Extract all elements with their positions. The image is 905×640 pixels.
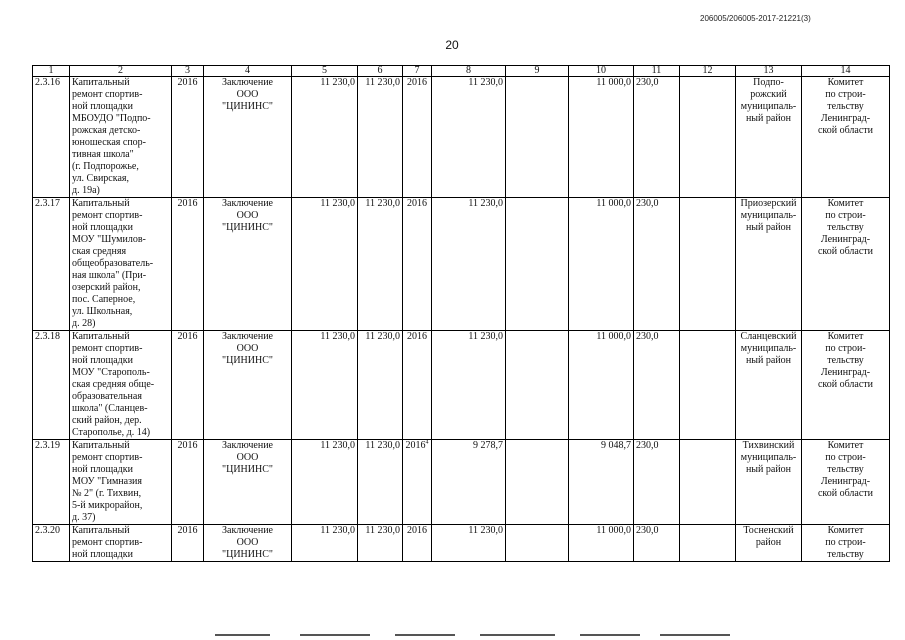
regional-budget: 11 000,0 <box>569 77 634 198</box>
regional-budget: 11 000,0 <box>569 198 634 331</box>
federal-budget <box>506 198 569 331</box>
municipality: Подпо- рожский муниципаль- ный район <box>736 77 802 198</box>
column-number: 14 <box>802 66 890 77</box>
scan-mark <box>300 634 370 636</box>
object-name: Капитальный ремонт спортив- ной площадки <box>70 525 172 562</box>
scan-mark <box>215 634 270 636</box>
expert-conclusion: Заключение ООО "ЦИНИНС" <box>204 198 292 331</box>
municipality: Сланцевский муниципаль- ный район <box>736 331 802 440</box>
column-number: 3 <box>172 66 204 77</box>
funding-year: 2016 <box>403 198 432 331</box>
expert-conclusion: Заключение ООО "ЦИНИНС" <box>204 440 292 525</box>
responsible-body: Комитет по строи- тельству Ленинград- ской области <box>802 331 890 440</box>
scan-mark <box>480 634 555 636</box>
table-row <box>33 525 890 562</box>
regional-budget: 11 000,0 <box>569 525 634 562</box>
column-number-row <box>33 66 890 77</box>
column-number: 10 <box>569 66 634 77</box>
remaining-cost: 11 230,0 <box>358 198 403 331</box>
local-budget: 230,0 <box>634 331 680 440</box>
funding-year: 2016$^4$ <box>403 440 432 525</box>
funding-year: 2016 <box>403 77 432 198</box>
column-number: 9 <box>506 66 569 77</box>
column-number: 5 <box>292 66 358 77</box>
funding-year: 2016 <box>403 525 432 562</box>
table-row <box>33 440 890 525</box>
design-year: 2016 <box>172 331 204 440</box>
row-number: 2.3.17 <box>33 198 70 331</box>
object-name: Капитальный ремонт спортив- ной площадки МОУ "Шумилов- ская средняя общеобразователь- ная школа" (При- озерский район, пос. Саперное, ул. Школьная, д. 28) <box>70 198 172 331</box>
local-budget: 230,0 <box>634 440 680 525</box>
column-number: 7 <box>403 66 432 77</box>
estimated-cost: 11 230,0 <box>292 77 358 198</box>
responsible-body: Комитет по строи- тельству Ленинград- ской области <box>802 440 890 525</box>
table-row <box>33 77 890 198</box>
object-name: Капитальный ремонт спортив- ной площадки МОУ "Гимназия № 2" (г. Тихвин, 5-й микрорайон, д. 37) <box>70 440 172 525</box>
municipality: Тосненский район <box>736 525 802 562</box>
remaining-cost: 11 230,0 <box>358 331 403 440</box>
table-row <box>33 331 890 440</box>
estimated-cost: 11 230,0 <box>292 440 358 525</box>
program-table <box>32 65 890 562</box>
funding-total: 11 230,0 <box>432 198 506 331</box>
design-year: 2016 <box>172 198 204 331</box>
object-name: Капитальный ремонт спортив- ной площадки МБОУДО "Подпо- рожская детско- юношеская спор- тивная школа" (г. Подпорожье, ул. Свирская, д. 19а) <box>70 77 172 198</box>
remaining-cost: 11 230,0 <box>358 77 403 198</box>
other-sources <box>680 77 736 198</box>
funding-total: 11 230,0 <box>432 331 506 440</box>
row-number: 2.3.16 <box>33 77 70 198</box>
responsible-body: Комитет по строи- тельству Ленинград- ской области <box>802 198 890 331</box>
funding-total: 11 230,0 <box>432 77 506 198</box>
column-number: 13 <box>736 66 802 77</box>
federal-budget <box>506 77 569 198</box>
column-number: 1 <box>33 66 70 77</box>
row-number: 2.3.18 <box>33 331 70 440</box>
design-year: 2016 <box>172 525 204 562</box>
other-sources <box>680 198 736 331</box>
row-number: 2.3.19 <box>33 440 70 525</box>
row-number: 2.3.20 <box>33 525 70 562</box>
other-sources <box>680 331 736 440</box>
column-number: 12 <box>680 66 736 77</box>
column-number: 8 <box>432 66 506 77</box>
scan-mark <box>660 634 730 636</box>
funding-year: 2016 <box>403 331 432 440</box>
federal-budget <box>506 440 569 525</box>
regional-budget: 11 000,0 <box>569 331 634 440</box>
federal-budget <box>506 525 569 562</box>
other-sources <box>680 440 736 525</box>
expert-conclusion: Заключение ООО "ЦИНИНС" <box>204 525 292 562</box>
estimated-cost: 11 230,0 <box>292 331 358 440</box>
column-number: 4 <box>204 66 292 77</box>
object-name: Капитальный ремонт спортив- ной площадки МОУ "Старополь- ская средняя обще- образовательная школа" (Сланцев- ский район, дер. Старополье, д. 14) <box>70 331 172 440</box>
regional-budget: 9 048,7 <box>569 440 634 525</box>
design-year: 2016 <box>172 77 204 198</box>
scan-mark <box>580 634 640 636</box>
local-budget: 230,0 <box>634 525 680 562</box>
design-year: 2016 <box>172 440 204 525</box>
footnote-mark: 4 <box>425 439 429 446</box>
municipality: Тихвинский муниципаль- ный район <box>736 440 802 525</box>
local-budget: 230,0 <box>634 198 680 331</box>
page-number: 20 <box>445 38 459 52</box>
expert-conclusion: Заключение ООО "ЦИНИНС" <box>204 331 292 440</box>
remaining-cost: 11 230,0 <box>358 440 403 525</box>
scan-artifacts <box>0 634 905 637</box>
estimated-cost: 11 230,0 <box>292 525 358 562</box>
column-number: 6 <box>358 66 403 77</box>
column-number: 2 <box>70 66 172 77</box>
table-row <box>33 198 890 331</box>
funding-total: 11 230,0 <box>432 525 506 562</box>
scan-mark <box>395 634 455 636</box>
federal-budget <box>506 331 569 440</box>
funding-total: 9 278,7 <box>432 440 506 525</box>
remaining-cost: 11 230,0 <box>358 525 403 562</box>
municipality: Приозерский муниципаль- ный район <box>736 198 802 331</box>
responsible-body: Комитет по строи- тельству <box>802 525 890 562</box>
document-id: 206005/206005-2017-21221(3) <box>700 14 811 23</box>
expert-conclusion: Заключение ООО "ЦИНИНС" <box>204 77 292 198</box>
local-budget: 230,0 <box>634 77 680 198</box>
column-number: 11 <box>634 66 680 77</box>
responsible-body: Комитет по строи- тельству Ленинград- ской области <box>802 77 890 198</box>
other-sources <box>680 525 736 562</box>
estimated-cost: 11 230,0 <box>292 198 358 331</box>
